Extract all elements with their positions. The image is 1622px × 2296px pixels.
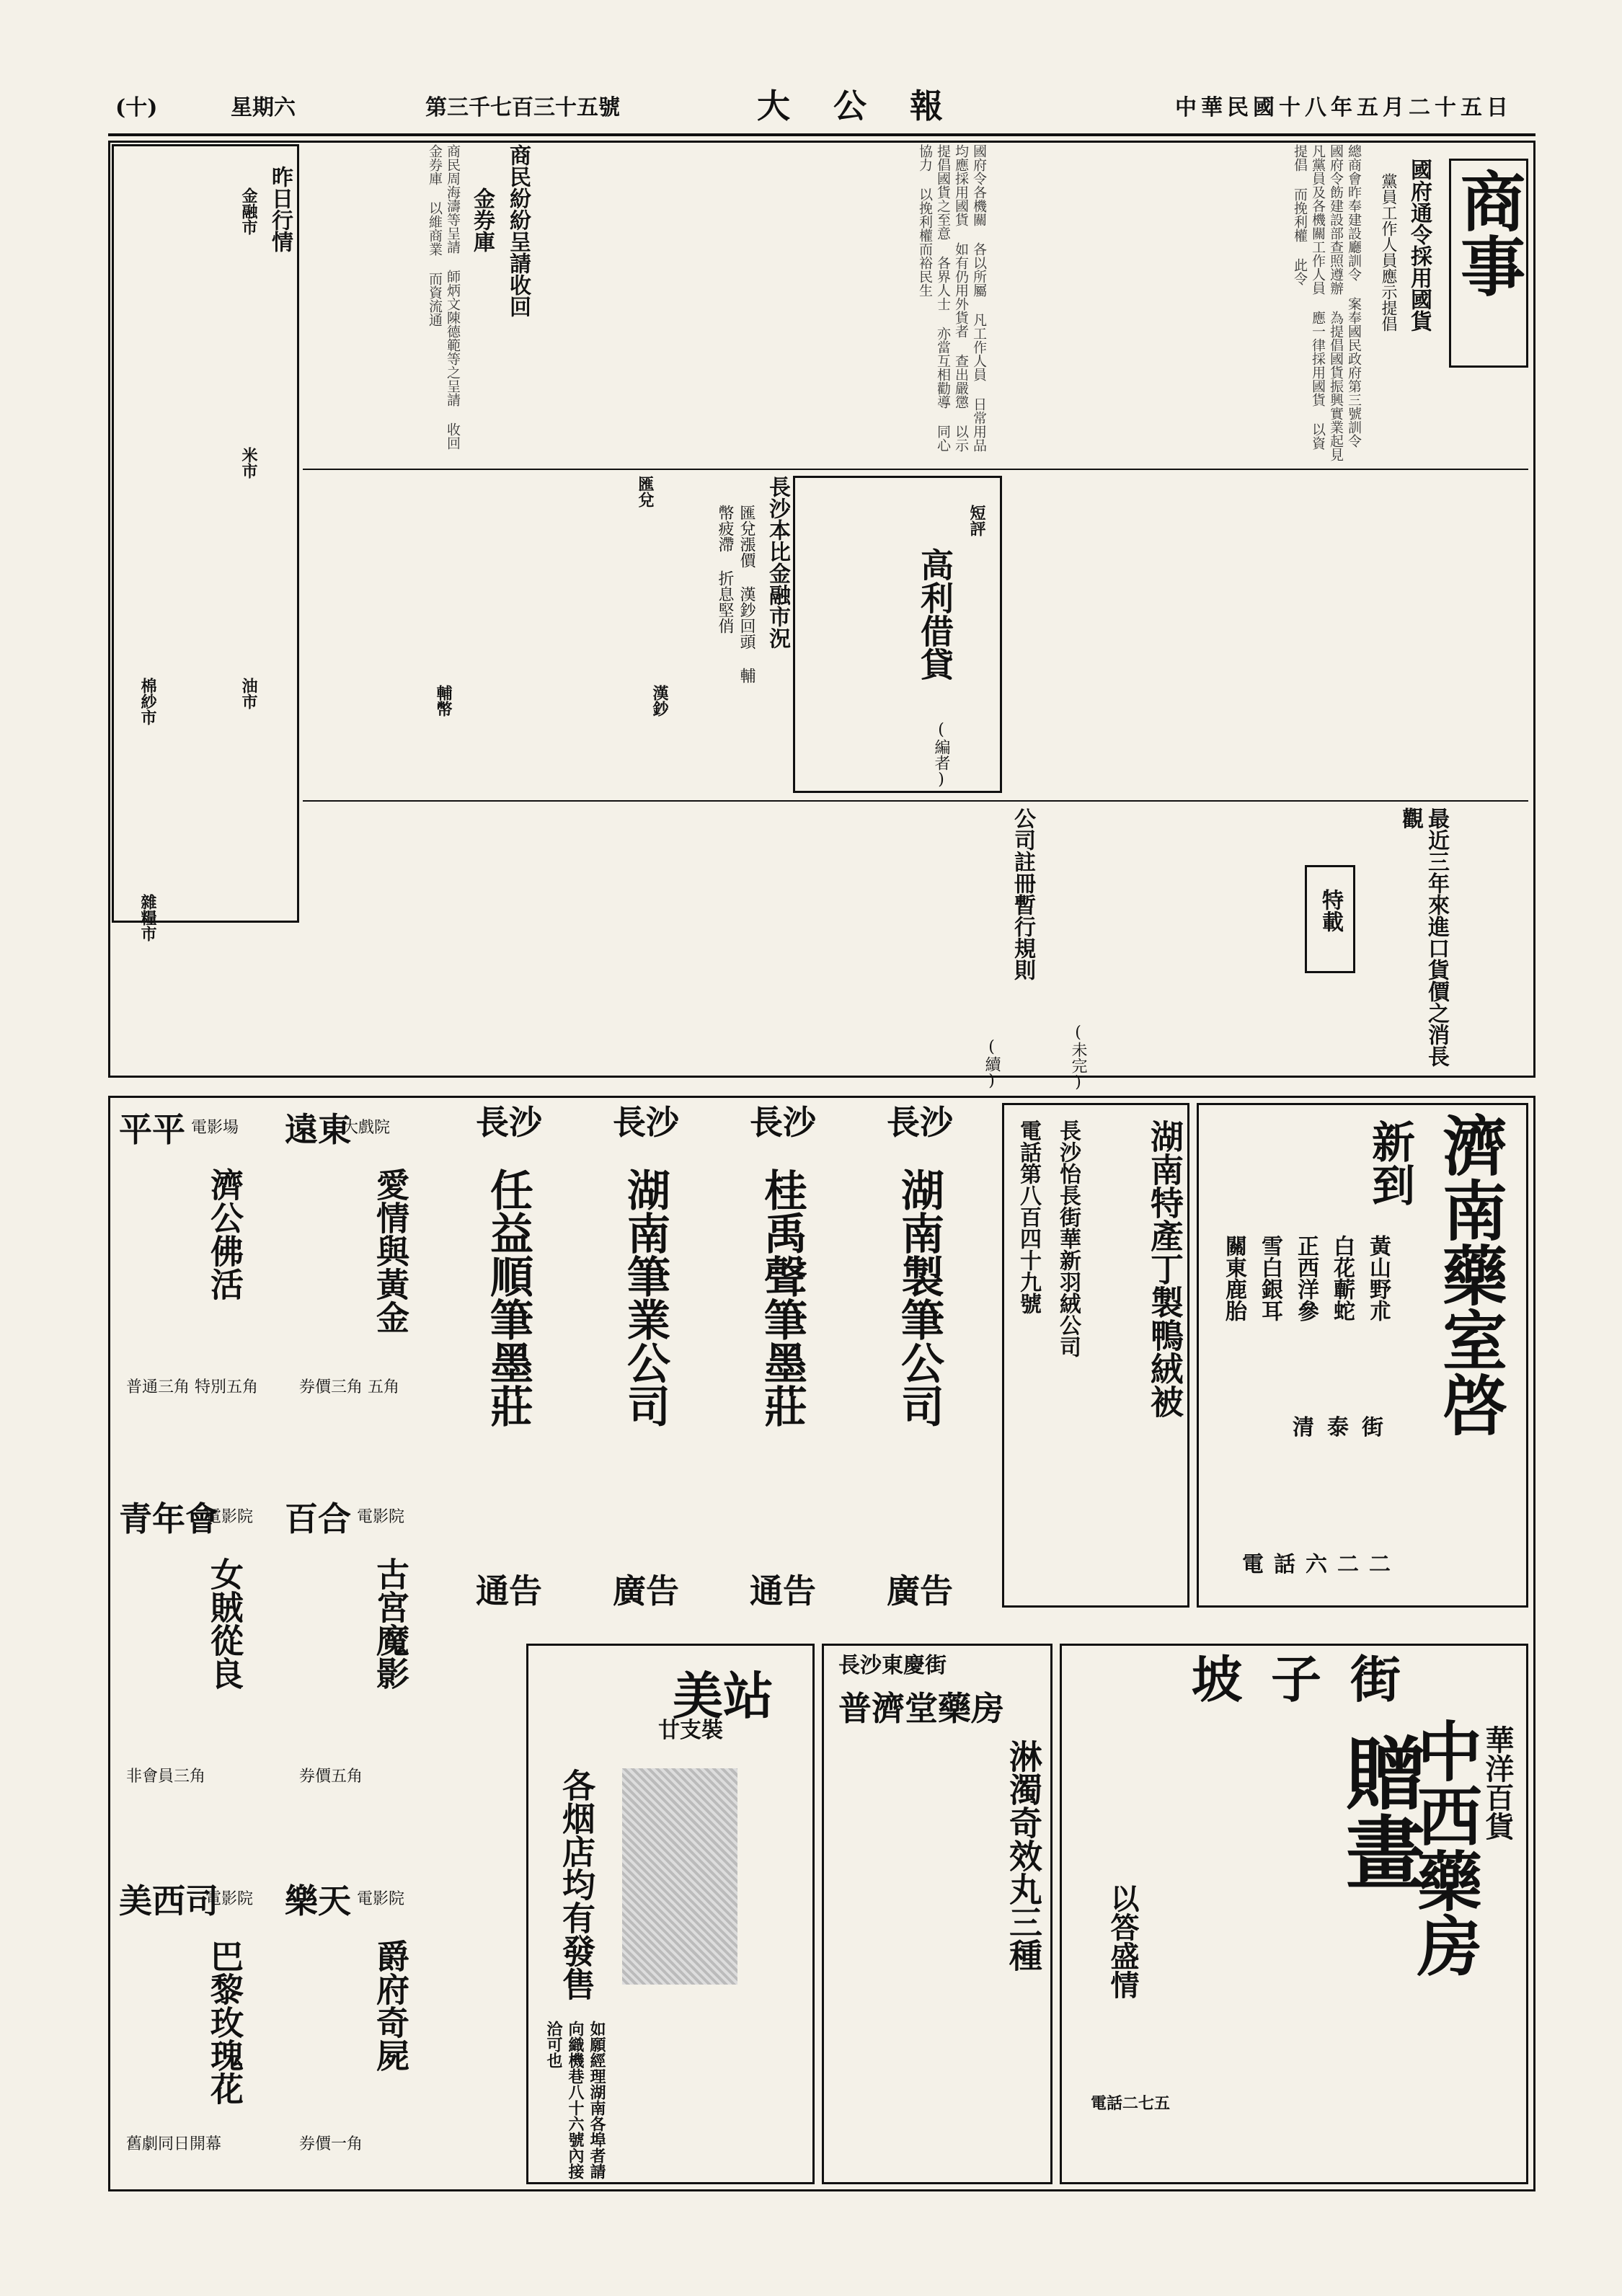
brush3-city: 長沙 (613, 1103, 679, 1142)
brush1-city: 長沙 (887, 1103, 953, 1142)
cinema-4-film: 爵府奇屍 (371, 1939, 410, 2072)
brush3-name: 湖南筆業公司 (620, 1168, 670, 1427)
cinema-3-price: 非會員三角 (126, 1768, 206, 1786)
brush-ad-3 (591, 1103, 721, 1608)
pujitang-ad (822, 1644, 1052, 2184)
cigarette-ad (526, 1644, 815, 2184)
jinan-item-0: 黃山野朮 (1365, 1235, 1391, 1321)
cinema-5-sub: 電影院 (205, 1890, 254, 1908)
import-title: 最近三年來進口貨價之消長觀 (1398, 807, 1449, 1067)
pujitang-street: 長沙東慶街 (838, 1653, 947, 1678)
oil-market-label: 油市 (239, 678, 258, 709)
cinema-0-sub: 大戲院 (342, 1119, 391, 1137)
article2-subtitle: 金券庫 (469, 187, 495, 252)
cigarette-brand: 美站 (673, 1666, 774, 1726)
registration-title: 公司註冊暫行規則 (1010, 807, 1035, 980)
cinema-0 (285, 1103, 443, 1449)
cinema-1-name: 平平 (119, 1110, 185, 1149)
pharmacy-phone: 電話二七五 (1091, 2094, 1171, 2113)
cinema-2-sub: 電影院 (357, 1508, 405, 1526)
jinan-ad (1197, 1103, 1528, 1608)
loan-label: 短評 (967, 505, 986, 536)
cigarette-pack-image (622, 1768, 737, 1985)
article1-body: 總商會昨奉建設廳訓令 案奉國民政府第三號訓令 國府令飭建設部查照遵辦 為提倡國貨振興實業起見 凡黨員及各機關工作人員 應一律採用國貨 以資提倡 而挽利權 此令 (1292, 144, 1362, 461)
cinema-listings (112, 1103, 447, 2170)
cinema-4 (285, 1874, 443, 2177)
pharmacy-street: 坡子街 (1192, 1649, 1430, 1709)
page-number: (十) (115, 95, 158, 120)
finance-market-label: 金融市 (239, 187, 258, 235)
news-column: 國府令各機關 各以所屬 凡工作人員 日常用品 均應採用國貨 如有仍用外貨者 查出嚴懲 以示提倡國貨之至意 各界人士 亦當互相勸導 同心協力 以挽利權而裕民生 (917, 144, 987, 452)
pharmacy-ad (1060, 1644, 1528, 2184)
brush-ad-2 (728, 1103, 858, 1608)
duck-phone: 電話第八百四十九號 (1016, 1120, 1041, 1314)
cinema-0-film: 愛情與黃金 (371, 1168, 410, 1334)
mid-rule (303, 469, 1528, 470)
cinema-3-name: 青年會 (119, 1499, 218, 1538)
brush2-name: 桂禹聲筆墨莊 (757, 1168, 807, 1427)
brush-ad-1 (865, 1103, 995, 1608)
pharmacy-gift: 贈畫 (1333, 1732, 1426, 1891)
duck-title: 湖南特產丁製鴨絨被 (1145, 1120, 1184, 1418)
finance-title: 長沙本比金融市況 (765, 476, 790, 649)
jinan-new: 新到 (1365, 1120, 1415, 1206)
lower-rule (303, 800, 1528, 802)
brush4-city: 長沙 (476, 1103, 542, 1142)
commerce-heading-box (1449, 159, 1528, 368)
registration-cont: (續) (983, 1038, 1001, 1090)
loan-author: (編者) (932, 721, 950, 789)
special-label: 特載 (1318, 889, 1343, 932)
cinema-3 (119, 1492, 278, 1838)
cinema-3-film: 女賊從良 (205, 1557, 244, 1690)
pujitang-product: 淋濁奇效丸三種 (1004, 1739, 1043, 1972)
article1-subtitle: 黨員工作人員應示提倡 (1379, 173, 1397, 332)
brush2-label: 通告 (750, 1572, 816, 1610)
brush4-name: 任益順筆墨莊 (483, 1168, 533, 1427)
jinan-item-2: 正西洋參 (1293, 1235, 1319, 1321)
grain-market-label: 雜糧市 (138, 894, 157, 941)
jinan-item-4: 關東鹿胎 (1221, 1235, 1246, 1321)
jinan-phone: 電話六二二 (1242, 1552, 1401, 1577)
paper-name: 大公報 (757, 87, 986, 125)
cinema-1-price: 普通三角 特別五角 (126, 1378, 258, 1396)
commerce-heading: 商事 (1449, 168, 1525, 298)
exchange-label: 匯兌 (636, 476, 655, 507)
cinema-0-name: 遠東 (285, 1110, 351, 1149)
coin-label: 輔幣 (434, 685, 453, 717)
finance-sub: 匯兌漲價 漢鈔回頭 輔幣疲滯 折息堅俏 (716, 505, 755, 683)
loan-title: 高利借貸 (916, 548, 954, 681)
cigarette-pack: 廿支裝 (658, 1718, 723, 1743)
cinema-3-sub: 電影院 (205, 1508, 254, 1526)
duck-ad (1002, 1103, 1189, 1608)
cinema-4-sub: 電影院 (357, 1890, 405, 1908)
cinema-4-price: 券價一角 (299, 2135, 363, 2153)
cotton-market-label: 棉紗市 (138, 678, 157, 725)
pharmacy-item-0: 華洋百貨 (1481, 1725, 1515, 1840)
duck-shop: 長沙怡長街華新羽絨公司 (1055, 1120, 1081, 1357)
import-source: (未完) (1069, 1024, 1087, 1091)
jinan-item-1: 白花蘄蛇 (1329, 1235, 1355, 1321)
cigarette-agency: 如願經理湖南各埠者請向織機巷八十六號內接洽可也 (544, 2021, 606, 2179)
special-label-box (1305, 865, 1355, 973)
masthead-rule (108, 133, 1535, 136)
cinema-5-film: 巴黎玫瑰花 (205, 1939, 244, 2105)
jinan-item-3: 雪白銀耳 (1257, 1235, 1282, 1321)
cinema-5-price: 舊劇同日開幕 (126, 2135, 222, 2153)
pujitang-name: 普濟堂藥房 (838, 1689, 1004, 1728)
cinema-5-name: 美西司 (119, 1881, 218, 1920)
cinema-4-name: 樂天 (285, 1881, 351, 1920)
brush1-label: 廣告 (887, 1572, 953, 1610)
cinema-1 (119, 1103, 278, 1449)
hankou-label: 漢鈔 (650, 685, 669, 717)
masthead (108, 87, 1535, 130)
cinema-1-sub: 電影場 (191, 1119, 239, 1137)
brush4-label: 通告 (476, 1572, 542, 1610)
brush3-label: 廣告 (613, 1572, 679, 1610)
cinema-2 (285, 1492, 443, 1838)
issue-number: 第三千七百三十五號 (425, 95, 620, 120)
cinema-2-name: 百合 (285, 1499, 351, 1538)
issue-date: 中華民國十八年五月二十五日 (1175, 95, 1512, 120)
cinema-1-film: 濟公佛活 (205, 1168, 244, 1300)
brush-ad-4 (454, 1103, 584, 1608)
cinema-2-price: 券價五角 (299, 1768, 363, 1786)
cinema-0-price: 券價三角 五角 (299, 1378, 399, 1396)
weekday: 星期六 (231, 95, 296, 120)
cinema-2-film: 古宮魔影 (371, 1557, 410, 1690)
article2-title: 商民紛紛呈請收回 (505, 144, 531, 317)
brush1-name: 湖南製筆公司 (894, 1168, 944, 1427)
brush2-city: 長沙 (750, 1103, 816, 1142)
pharmacy-name: 中西藥房 (1406, 1718, 1482, 1977)
cinema-5 (119, 1874, 278, 2177)
pharmacy-item-5: 以答盛情 (1106, 1884, 1140, 1999)
article2-body: 商民周海濤等呈請 師炳文陳德範等之呈請 收回金券庫 以維商業 而資流通 (427, 144, 461, 450)
rice-market-label: 米市 (239, 447, 258, 479)
market-title: 昨日行情 (267, 166, 293, 252)
jinan-address: 清泰街 (1293, 1415, 1396, 1440)
article1-title: 國府通令採用國貨 (1406, 159, 1432, 332)
jinan-name: 濟南藥室啓 (1431, 1112, 1507, 1437)
cigarette-slogan: 各烟店均有發售 (557, 1768, 596, 2000)
